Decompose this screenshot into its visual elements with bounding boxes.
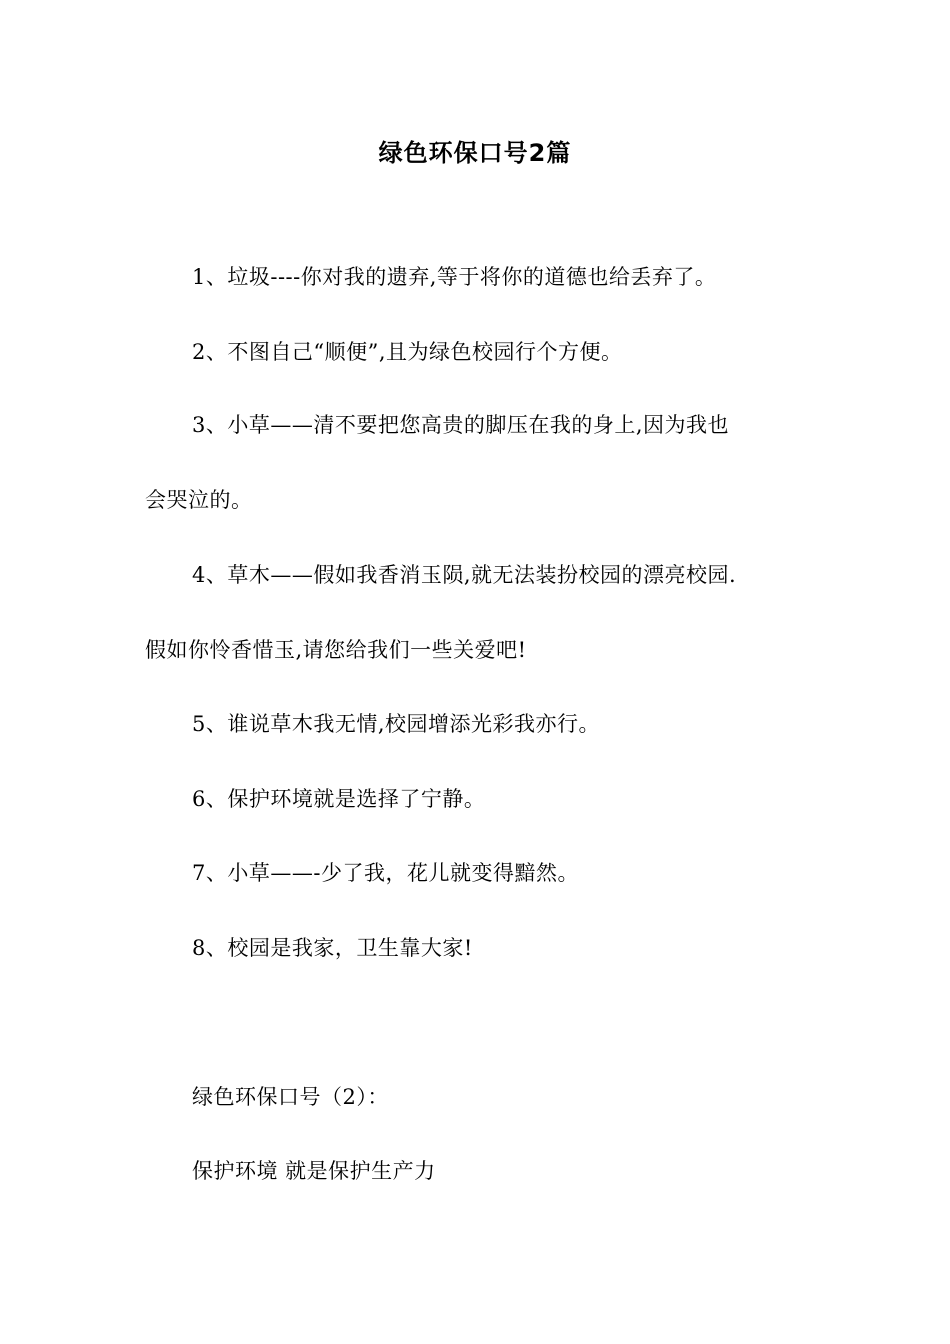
slogan-6: 6、保护环境就是选择了宁静。 [192, 787, 486, 811]
slogan-4-second-line: 假如你怜香惜玉,请您给我们一些关爱吧! [145, 638, 527, 662]
section-heading-2: 绿色环保口号（2）： [192, 1085, 389, 1109]
slogan-3-first-line: 3、小草——清不要把您高贵的脚压在我的身上,因为我也 [192, 413, 730, 437]
slogan-5: 5、谁说草木我无情,校园增添光彩我亦行。 [192, 712, 601, 736]
slogan-1: 1、垃圾----你对我的遗弃,等于将你的道德也给丢弃了。 [192, 265, 717, 289]
document-title: 绿色环保口号2篇 [378, 139, 572, 167]
slogan-7: 7、小草——-少了我，花儿就变得黯然。 [192, 861, 579, 885]
slogan-8: 8、校园是我家，卫生靠大家! [192, 936, 473, 960]
slogan-2: 2、不图自己“顺便”,且为绿色校园行个方便。 [192, 340, 623, 364]
section-2-slogan-1: 保护环境 就是保护生产力 [192, 1159, 436, 1183]
slogan-4-first-line: 4、草木——假如我香消玉陨,就无法装扮校园的漂亮校园. [192, 563, 737, 587]
slogan-3-second-line: 会哭泣的。 [145, 488, 253, 512]
